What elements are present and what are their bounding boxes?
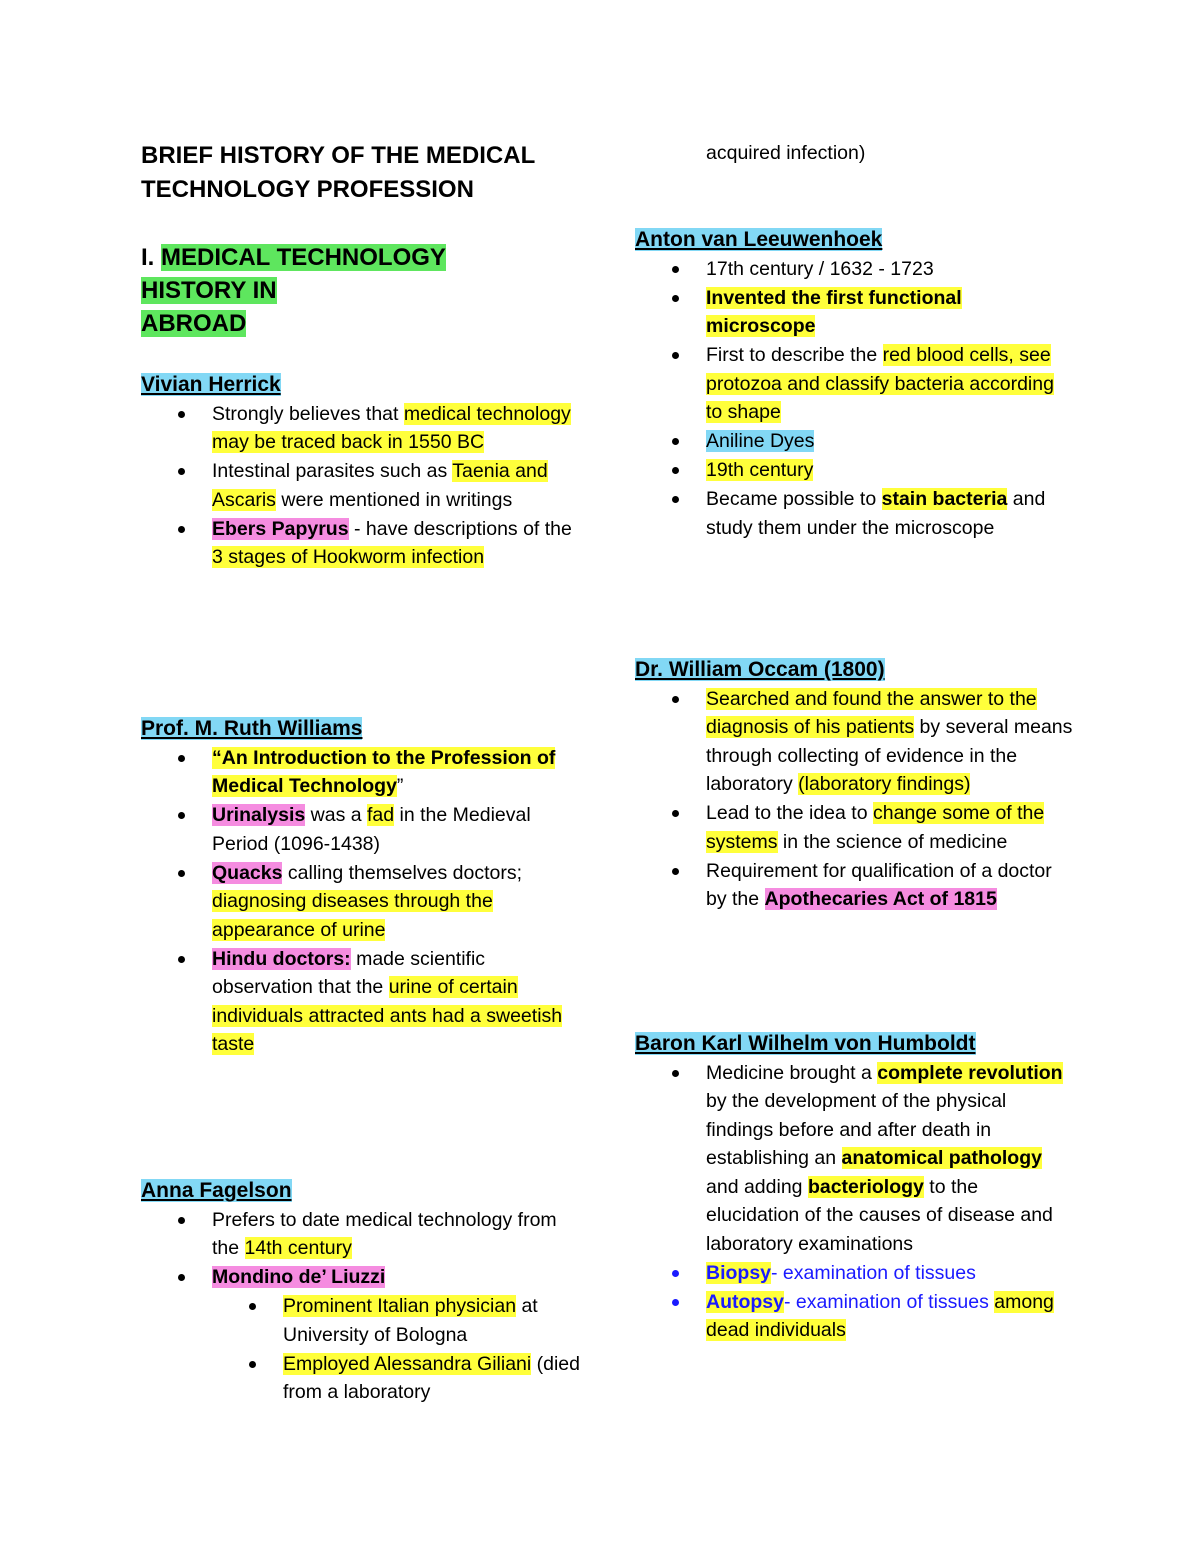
list-item: Quacks calling themselves doctors; diagnosing diseases through the appearance of urine [141, 859, 581, 945]
fagelson-list [141, 1206, 581, 1292]
list-item: 17th century / 1632 - 1723 [635, 255, 1075, 284]
title-line-1: BRIEF HISTORY OF THE MEDICAL [141, 142, 536, 169]
leeuwenhoek-section [635, 226, 1075, 542]
list-item: Aniline Dyes [635, 427, 1075, 456]
list-item: Mondino de’ Liuzzi [141, 1263, 581, 1292]
herrick-list [141, 400, 581, 572]
list-item: Prominent Italian physician at University of Bologna [212, 1292, 581, 1349]
list-item: Searched and found the answer to the diagnosis of his patients by several means through collecting of evidence in the laboratory (laboratory findings) [635, 685, 1075, 799]
list-item: 19th century [635, 456, 1075, 485]
occam-list [635, 685, 1075, 914]
herrick-section [141, 371, 581, 572]
fagelson-section [141, 1177, 581, 1407]
title-line-2: TECHNOLOGY PROFESSION [141, 176, 474, 203]
list-item: Strongly believes that medical technology may be traced back in 1550 BC [141, 400, 581, 457]
list-item: Invented the first functional microscope [635, 284, 1075, 341]
occam-section [635, 656, 1075, 914]
list-item: First to describe the red blood cells, see protozoa and classify bacteria according to shape [635, 341, 1075, 427]
section-line-2: HISTORY IN [141, 277, 277, 304]
williams-heading: Prof. M. Ruth Williams [141, 717, 363, 740]
herrick-heading: Vivian Herrick [141, 373, 281, 396]
list-item: Autopsy- examination of tissues among dead individuals [635, 1288, 1075, 1345]
humboldt-list [635, 1059, 1075, 1345]
section-line-1: MEDICAL TECHNOLOGY [161, 244, 446, 271]
list-item: Urinalysis was a fad in the Medieval Period (1096-1438) [141, 801, 581, 858]
document-title [141, 139, 581, 207]
occam-heading: Dr. William Occam (1800) [635, 658, 885, 681]
list-item: Prefers to date medical technology from the 14th century [141, 1206, 581, 1263]
list-item: Employed Alessandra Giliani (died from a laboratory [212, 1350, 581, 1407]
list-item: Hindu doctors: made scientific observation that the urine of certain individuals attracted ants had a sweetish taste [141, 945, 581, 1059]
list-item: Medicine brought a complete revolution by the development of the physical findings before and after death in establishing an anatomical pathology and adding bacteriology to the elucidation of the causes of disease and laboratory examinations [635, 1059, 1075, 1259]
section-line-3: ABROAD [141, 310, 247, 337]
humboldt-heading: Baron Karl Wilhelm von Humboldt [635, 1032, 976, 1055]
continued-text: acquired infection) [706, 142, 866, 164]
list-item: Lead to the idea to change some of the systems in the science of medicine [635, 799, 1075, 856]
williams-list [141, 744, 581, 1059]
section-heading [141, 241, 581, 340]
fagelson-heading: Anna Fagelson [141, 1179, 292, 1202]
list-item: “An Introduction to the Profession of Medical Technology” [141, 744, 581, 801]
humboldt-section [635, 1030, 1075, 1345]
list-item: Requirement for qualification of a doctor by the Apothecaries Act of 1815 [635, 857, 1075, 914]
leeuwenhoek-list [635, 255, 1075, 543]
leeuwenhoek-heading: Anton van Leeuwenhoek [635, 228, 883, 251]
list-item: Biopsy- examination of tissues [635, 1259, 1075, 1288]
list-item: Ebers Papyrus - have descriptions of the 3 stages of Hookworm infection [141, 515, 581, 572]
section-number: I. [141, 244, 162, 271]
list-item: Became possible to stain bacteria and study them under the microscope [635, 485, 1075, 542]
williams-section [141, 715, 581, 1059]
list-item: Intestinal parasites such as Taenia and Ascaris were mentioned in writings [141, 457, 581, 514]
fagelson-sublist [141, 1292, 581, 1407]
